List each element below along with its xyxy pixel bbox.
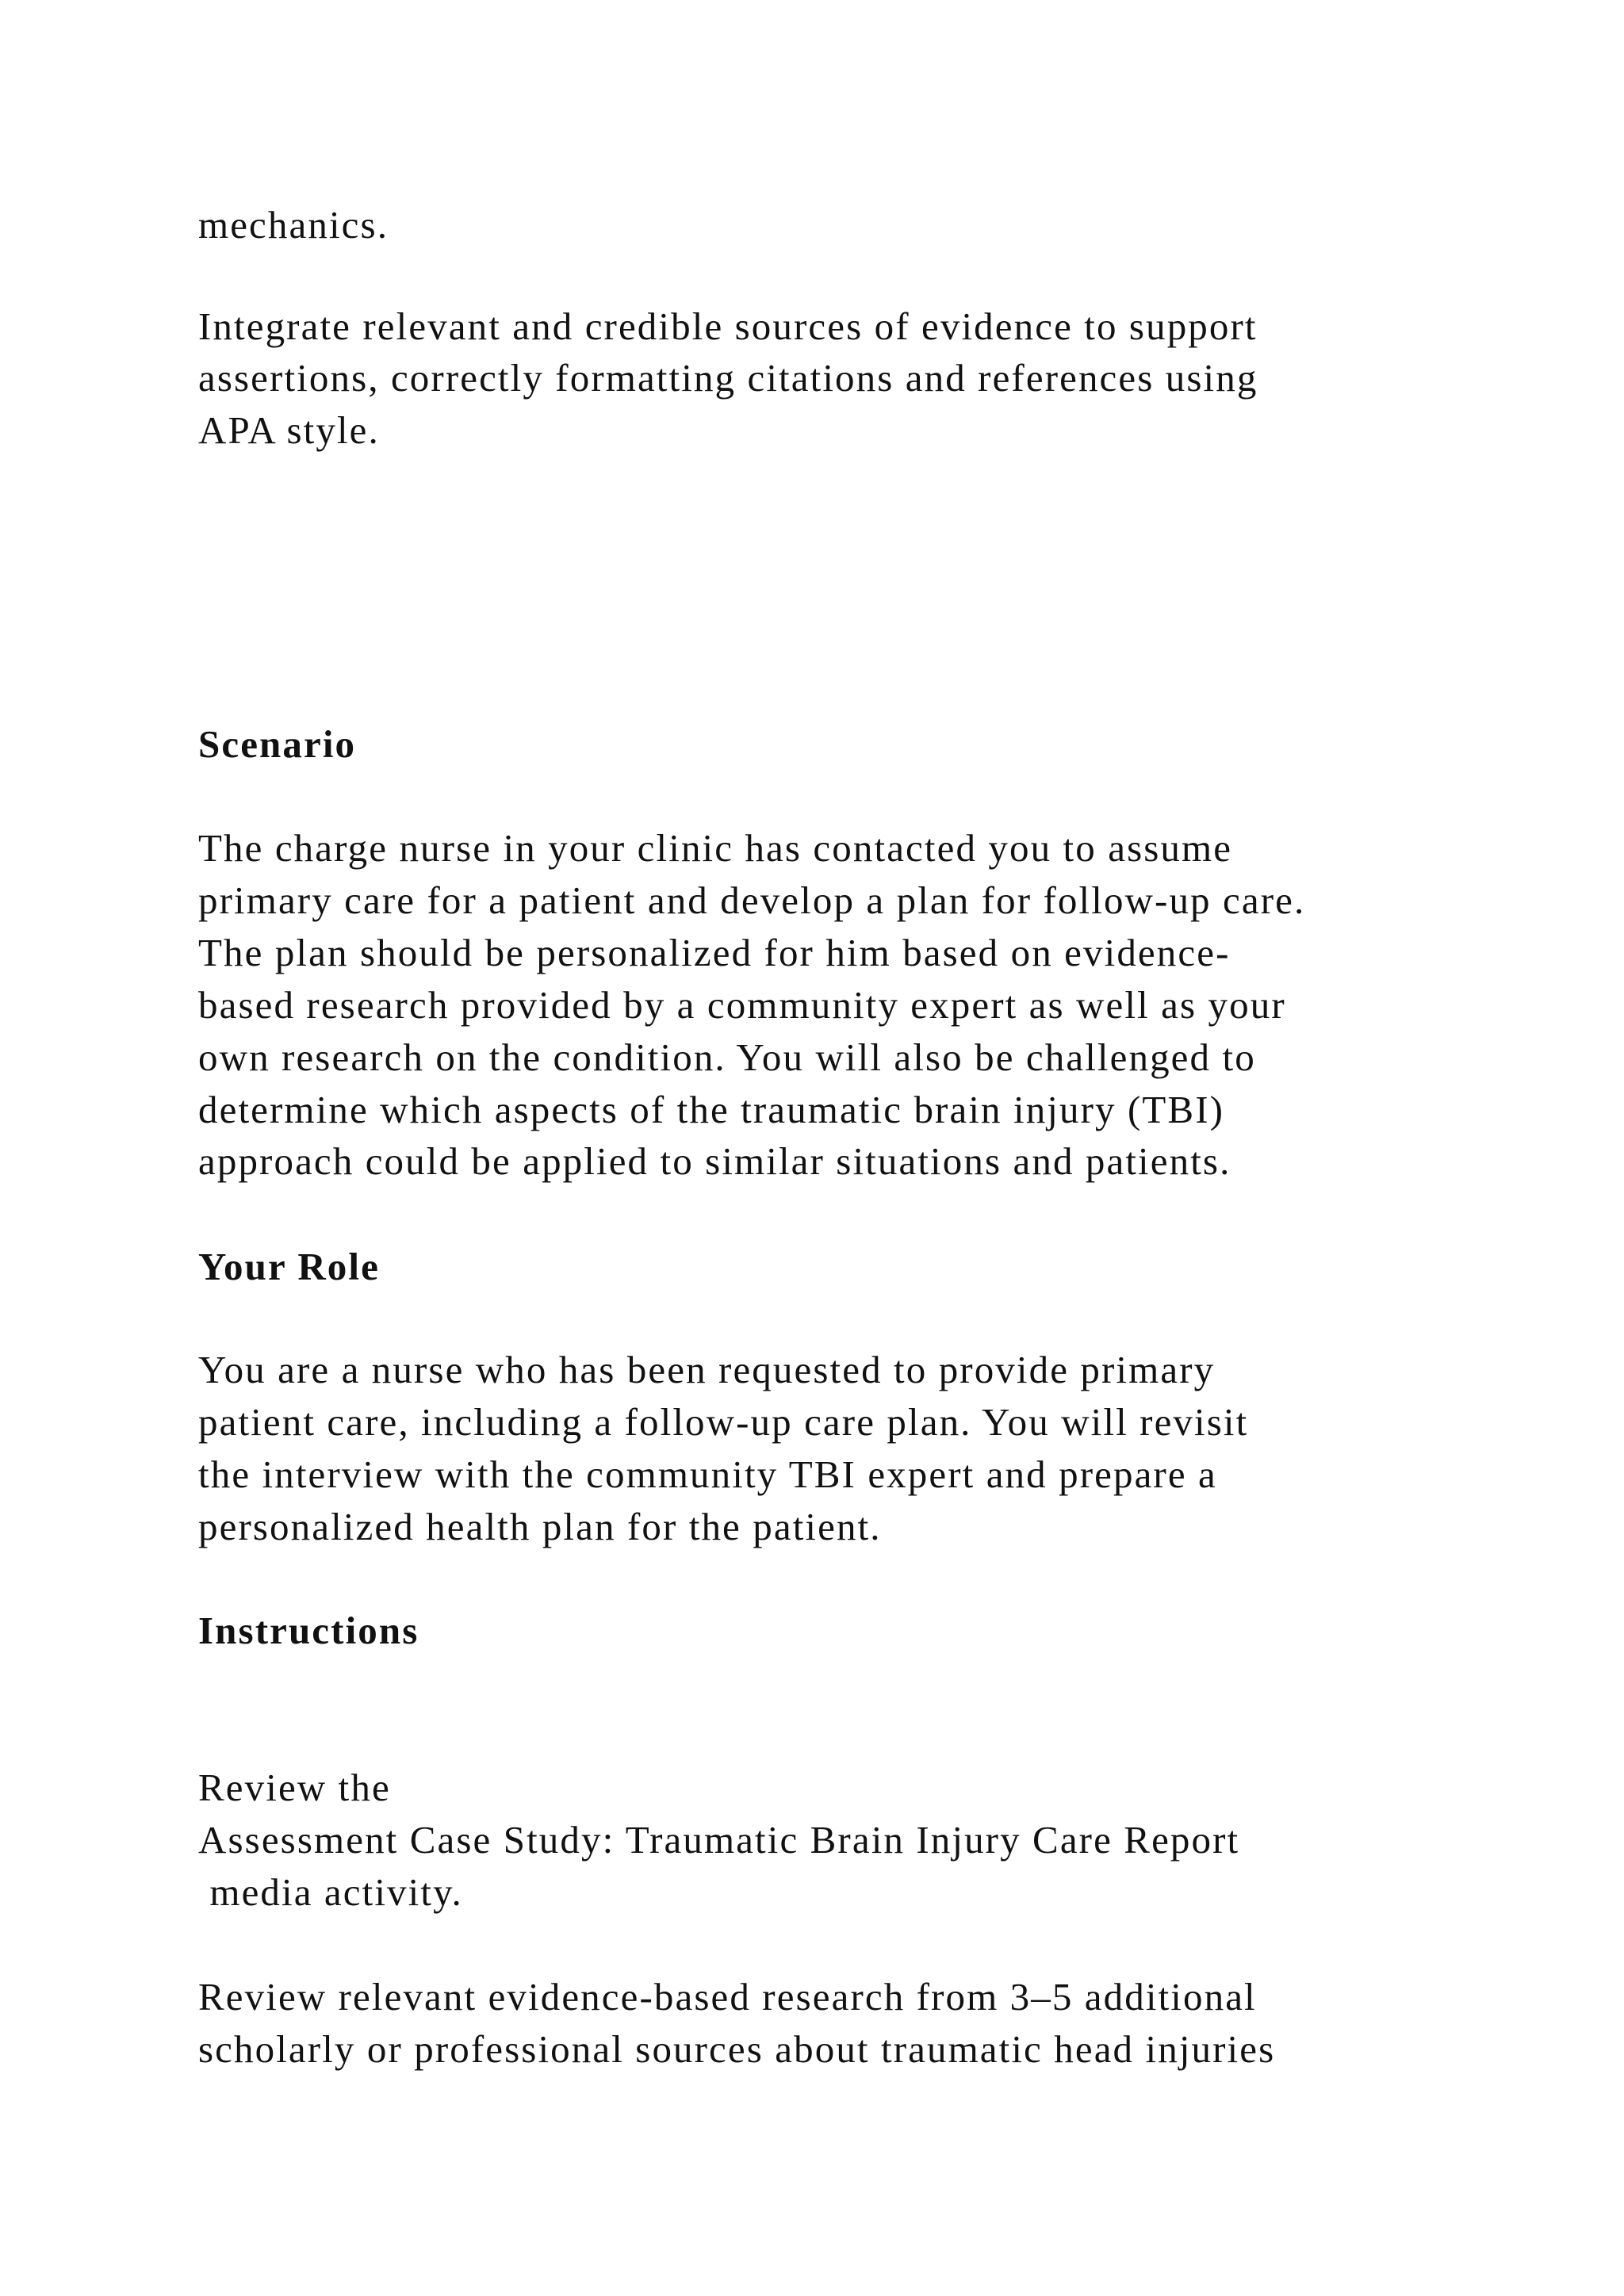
text-line-integrate-3: APA style. — [198, 408, 380, 452]
section-heading-your-role: Your Role — [198, 1245, 380, 1288]
text-line-scenario-7: approach could be applied to similar situations and patients. — [198, 1139, 1231, 1183]
text-line-integrate-1: Integrate relevant and credible sources of evidence to support — [198, 304, 1258, 348]
text-line-mechanics: mechanics. — [198, 203, 389, 247]
text-line-role-1: You are a nurse who has been requested to provide primary — [198, 1348, 1216, 1391]
text-line-role-3: the interview with the community TBI expert and prepare a — [198, 1452, 1217, 1496]
text-line-research-2: scholarly or professional sources about traumatic head injuries — [198, 2027, 1276, 2071]
text-line-review-2: Assessment Case Study: Traumatic Brain Injury Care Report — [198, 1818, 1240, 1862]
text-line-scenario-3: The plan should be personalized for him based on evidence- — [198, 931, 1231, 974]
text-line-scenario-2: primary care for a patient and develop a plan for follow-up care. — [198, 878, 1306, 922]
text-line-role-2: patient care, including a follow-up care plan. You will revisit — [198, 1400, 1249, 1444]
text-line-integrate-2: assertions, correctly formatting citations and references using — [198, 356, 1258, 400]
text-line-role-4: personalized health plan for the patient. — [198, 1505, 882, 1548]
text-line-scenario-1: The charge nurse in your clinic has contacted you to assume — [198, 826, 1233, 870]
text-line-review-3: media activity. — [198, 1870, 463, 1914]
text-line-research-1: Review relevant evidence-based research from 3–5 additional — [198, 1975, 1257, 2019]
section-heading-instructions: Instructions — [198, 1609, 419, 1652]
section-heading-scenario: Scenario — [198, 722, 357, 766]
text-line-review-1: Review the — [198, 1766, 391, 1809]
text-line-scenario-4: based research provided by a community expert as well as your — [198, 983, 1286, 1027]
text-line-scenario-5: own research on the condition. You will also be challenged to — [198, 1035, 1256, 1079]
text-line-scenario-6: determine which aspects of the traumatic brain injury (TBI) — [198, 1088, 1225, 1131]
